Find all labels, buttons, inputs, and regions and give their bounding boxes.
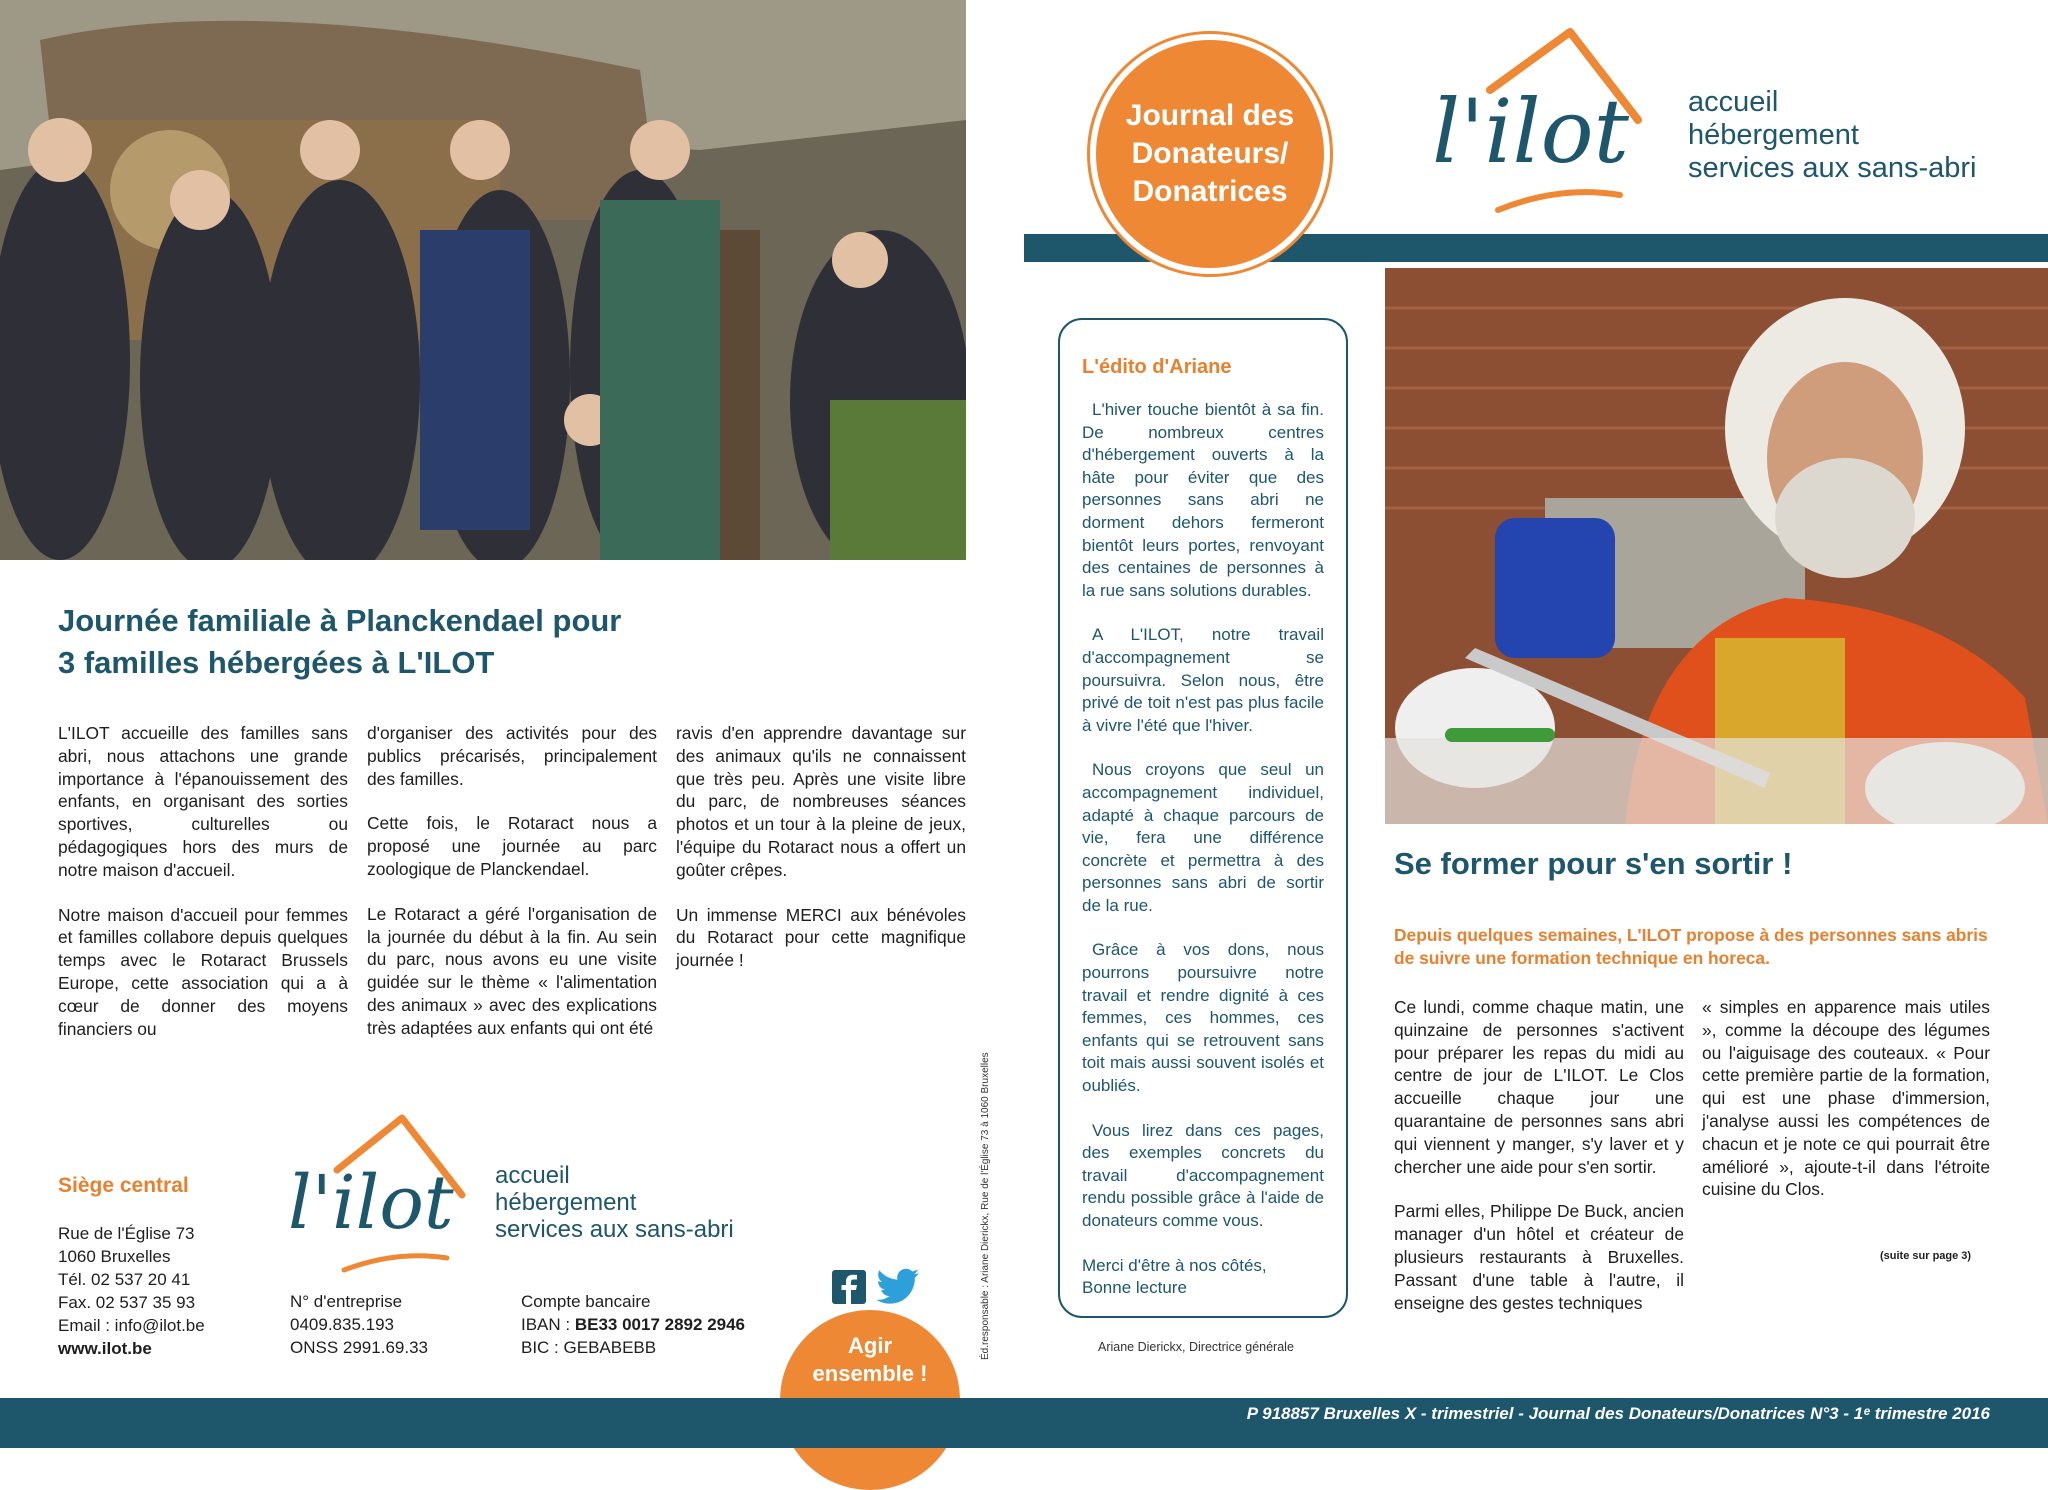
- company-number: 0409.835.193: [290, 1315, 394, 1334]
- address-city: 1060 Bruxelles: [58, 1247, 171, 1266]
- logo-tagline: [1688, 86, 1977, 185]
- zoo-family-photo: [0, 0, 966, 560]
- chef-training-photo: [1385, 268, 2048, 824]
- ilot-wordmark: l'ilot: [1432, 80, 1629, 183]
- paragraph: ravis d'en apprendre davantage sur des animaux qu'ils ne connaissent que très peu. Après une visite libre du parc, de nombreuses séances photos et un tour à la pleine de jeux, l'équipe du Rotaract nous a offert un goûter crêpes.: [676, 723, 966, 880]
- phone-number: Tél. 02 537 20 41: [58, 1270, 191, 1289]
- edito-paragraph: A L'ILOT, notre travail d'accompagnement se poursuivra. Selon nous, être privé de toit n'est pas plus facile à vivre l'été que l'hiver.: [1082, 625, 1324, 735]
- bic-line: BIC : GEBABEBB: [521, 1338, 657, 1357]
- left-article-col2: [367, 722, 657, 1062]
- siege-title: Siège central: [58, 1174, 189, 1197]
- company-info: [290, 1290, 428, 1359]
- edito-box: [1058, 318, 1348, 1318]
- edito-closing: [1082, 1255, 1324, 1300]
- journal-badge-line3: Donatrices: [1132, 175, 1288, 208]
- twitter-glyph: [876, 1268, 920, 1306]
- paragraph: Un immense MERCI aux bénévoles du Rotaract pour cette magnifique journée !: [676, 904, 966, 971]
- iban-line: [521, 1313, 745, 1336]
- edito-closing-line2: Bonne lecture: [1082, 1278, 1187, 1298]
- edito-paragraph: L'hiver touche bientôt à sa fin. De nombreux centres d'hébergement ouverts à la hâte pour éviter que des personnes sans abri ne dorment dehors fermeront bientôt leurs portes, renvoyant des centaines de personnes à la rue sans solutions durables.: [1082, 400, 1324, 600]
- edito-title: L'édito d'Ariane: [1082, 356, 1232, 378]
- left-article-col1: [58, 722, 348, 1062]
- publisher-note: Éd.responsable : Ariane Dierickx, Rue de l'Église 73 à 1060 Bruxelles: [980, 1052, 991, 1360]
- footer-publication-info: P 918857 Bruxelles X - trimestriel - Journal des Donateurs/Donatrices N°3 - 1ᵉ trimestre 2016: [1246, 1404, 1990, 1423]
- tagline-line1: accueil: [495, 1162, 570, 1189]
- right-article-col1: [1394, 996, 1684, 1336]
- zoo-photo-illustration: [0, 0, 966, 560]
- tagline-line2: hébergement: [1688, 119, 1859, 151]
- facebook-glyph: [832, 1270, 866, 1304]
- paragraph: Notre maison d'accueil pour femmes et familles collabore depuis quelques temps avec le Rotaract Brussels Europe, cette association qui a à cœur de donner des moyens financiers ou: [58, 904, 348, 1039]
- edito-signature: Ariane Dierickx, Directrice générale: [1098, 1340, 1294, 1354]
- edito-paragraph: Nous croyons que seul un accompagnement individuel, adapté à chaque parcours de vie, fera une différence concrète et permettra à des personnes sans abri de sortir de la rue.: [1082, 760, 1324, 915]
- onss-number: ONSS 2991.69.33: [290, 1338, 428, 1357]
- logo-tagline-bottom: [495, 1162, 734, 1243]
- edito-paragraph: Vous lirez dans ces pages, des exemples concrets du travail d'accompagnement rendu possible grâce à l'aide de donateurs comme vous.: [1082, 1120, 1324, 1230]
- website-link[interactable]: www.ilot.be: [58, 1339, 152, 1358]
- email-link[interactable]: Email : info@ilot.be: [58, 1316, 205, 1335]
- paragraph: Parmi elles, Philippe De Buck, ancien manager d'un hôtel et créateur de plusieurs restaurants à Bruxelles. Passant d'une table à l'autre, il enseigne des gestes techniques: [1394, 1201, 1684, 1313]
- address-street: Rue de l'Église 73: [58, 1224, 195, 1243]
- iban-value: BE33 0017 2892 2946: [574, 1315, 746, 1334]
- left-title-line2: 3 familles hébergées à L'ILOT: [58, 645, 495, 680]
- ilot-logo-top: [1420, 20, 1660, 220]
- tagline-line2: hébergement: [495, 1189, 637, 1216]
- journal-badge-line1: Journal des: [1125, 99, 1295, 132]
- edito-paragraph: Grâce à vos dons, nous pourrons poursuivre notre travail et rendre dignité à ces femmes, ces hommes, ces enfants qui se retrouvent sans toit mais aussi souvent isolés et oubliés.: [1082, 940, 1324, 1096]
- agir-line1: Agir: [848, 1333, 892, 1358]
- iban-label: IBAN :: [521, 1315, 575, 1334]
- left-article-col3: [676, 722, 966, 994]
- paragraph: Cette fois, le Rotaract nous a proposé une journée au parc zoologique de Planckendael.: [367, 813, 657, 879]
- tagline-line1: accueil: [1688, 86, 1779, 118]
- company-number-label: N° d'entreprise: [290, 1292, 403, 1311]
- bank-label: Compte bancaire: [521, 1292, 651, 1311]
- agir-line2: ensemble !: [812, 1361, 928, 1386]
- tagline-line3: services aux sans-abri: [495, 1216, 734, 1243]
- ilot-wordmark-bottom: l'ilot: [288, 1160, 454, 1246]
- left-article-title: [58, 600, 658, 684]
- chef-photo-illustration: [1385, 268, 2048, 824]
- paragraph: Le Rotaract a géré l'organisation de la journée du début à la fin. Au sein du parc, nous avons eu une visite guidée sur le thème « l'alimentation des animaux » avec des explications très adaptées aux enfants qui ont été: [367, 903, 657, 1038]
- ilot-logo-bottom: [282, 1110, 482, 1280]
- facebook-icon[interactable]: [832, 1270, 866, 1304]
- continued-note: (suite sur page 3): [1880, 1250, 1972, 1262]
- twitter-icon[interactable]: [876, 1268, 920, 1306]
- paragraph: « simples en apparence mais utiles », comme la découpe des légumes ou l'aiguisage des couteaux. « Pour cette première partie de la formation, qui est une phase d'immersion, j'analyse aussi les compétences de chacun et je note ce qui pourrait être amélioré », ajoute-t-il dans l'étroite cuisine du Clos.: [1702, 997, 1990, 1200]
- journal-badge-line2: Donateurs/: [1131, 137, 1289, 170]
- paragraph: L'ILOT accueille des familles sans abri, nous attachons une grande importance à l'épanouissement des enfants, en organisant des sorties sportives, culturelles ou pédagogiques hors des murs de notre maison d'accueil.: [58, 723, 348, 880]
- left-title-line1: Journée familiale à Planckendael pour: [58, 603, 622, 638]
- right-article-lead: Depuis quelques semaines, L'ILOT propose à des personnes sans abris de suivre une formation technique en horeca.: [1394, 925, 1988, 968]
- edito-closing-line1: Merci d'être à nos côtés,: [1082, 1255, 1267, 1275]
- journal-badge: [1090, 34, 1330, 274]
- right-article-col2: [1702, 996, 1990, 1223]
- paragraph: Ce lundi, comme chaque matin, une quinzaine de personnes s'activent pour préparer les repas du midi au centre de jour de L'ILOT. Le Clos accueille chaque jour une quarantaine de personnes sans abri qui viennent y manger, s'y laver et y chercher une aide pour s'en sortir.: [1394, 997, 1684, 1177]
- tagline-line3: services aux sans-abri: [1688, 152, 1977, 184]
- bank-info: [521, 1290, 745, 1359]
- fax-number: Fax. 02 537 35 93: [58, 1293, 196, 1312]
- paragraph: d'organiser des activités pour des publics précarisés, principalement des familles.: [367, 723, 657, 789]
- siege-address: [58, 1222, 205, 1360]
- right-article-title: Se former pour s'en sortir !: [1394, 846, 1793, 881]
